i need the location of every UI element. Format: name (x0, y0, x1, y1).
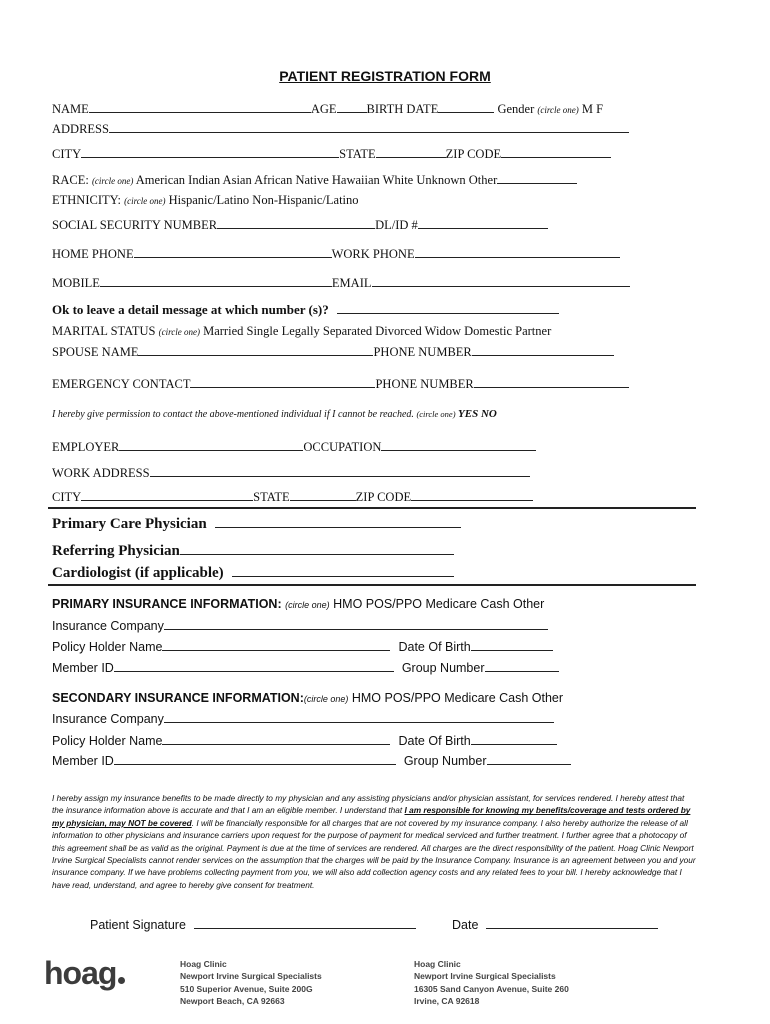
form-title: PATIENT REGISTRATION FORM (279, 68, 491, 84)
office-line: Newport Beach, CA 92663 (180, 995, 285, 1006)
spouse-row (52, 345, 614, 360)
primary-holder-row (52, 640, 553, 654)
cardiologist-field[interactable] (232, 564, 454, 577)
birth-date-label: BIRTH DATE (366, 102, 439, 116)
gender-label: Gender (497, 102, 535, 116)
primary-holder-label: Policy Holder Name (52, 640, 163, 654)
date-field[interactable] (486, 918, 658, 929)
secondary-insurance-row (52, 691, 563, 705)
spouse-name-field[interactable] (138, 345, 373, 356)
employer-field[interactable] (119, 440, 303, 451)
primary-insurance-options[interactable]: HMO POS/PPO Medicare Cash Other (333, 597, 545, 611)
primary-insurance-heading: PRIMARY INSURANCE INFORMATION: (52, 597, 282, 611)
marital-options[interactable]: Married Single Legally Separated Divorced Widow Domestic Partner (203, 324, 552, 338)
referring-physician-row (52, 542, 454, 560)
race-other-field[interactable] (497, 173, 577, 184)
secondary-company-field[interactable] (164, 712, 554, 723)
ssn-field[interactable] (217, 218, 375, 229)
permission-row (52, 408, 497, 420)
secondary-member-label: Member ID (52, 754, 114, 768)
spouse-name-label: SPOUSE NAME (52, 345, 139, 359)
secondary-group-label: Group Number (403, 754, 487, 768)
work-zip-label: ZIP CODE (355, 490, 412, 504)
circle-one-hint: (circle one) (303, 694, 349, 704)
marital-row (52, 324, 551, 339)
primary-company-label: Insurance Company (52, 619, 164, 633)
secondary-dob-label: Date Of Birth (398, 734, 471, 748)
date-row (452, 918, 658, 932)
section-divider (48, 507, 696, 509)
secondary-dob-field[interactable] (471, 734, 557, 745)
permission-text: I hereby give permission to contact the above-mentioned individual if I cannot be reached. (52, 409, 414, 420)
circle-one-hint: (circle one) (158, 327, 200, 337)
section-divider (48, 584, 696, 586)
circle-one-hint: (circle one) (91, 176, 134, 186)
referring-physician-label: Referring Physician (52, 543, 180, 559)
work-phone-field[interactable] (415, 247, 620, 258)
state-field[interactable] (376, 147, 446, 158)
secondary-insurance-options[interactable]: HMO POS/PPO Medicare Cash Other (351, 691, 564, 705)
office-line: Newport Irvine Surgical Specialists (414, 971, 556, 982)
spouse-phone-label: PHONE NUMBER (373, 345, 472, 359)
email-label: EMAIL (331, 276, 372, 290)
primary-physician-row (52, 515, 461, 533)
primary-insurance-row (52, 597, 544, 611)
secondary-member-field[interactable] (114, 754, 396, 765)
emergency-phone-field[interactable] (474, 377, 629, 388)
patient-signature-label: Patient Signature (90, 918, 186, 932)
name-field[interactable] (89, 102, 311, 113)
primary-member-field[interactable] (114, 661, 394, 672)
dl-id-label: DL/ID # (375, 218, 418, 232)
secondary-holder-row (52, 734, 557, 748)
office-line: Hoag Clinic (180, 959, 227, 969)
detail-message-field[interactable] (337, 303, 559, 314)
ssn-label: SOCIAL SECURITY NUMBER (52, 218, 218, 232)
cardiologist-row (52, 564, 454, 582)
address-label: ADDRESS (52, 122, 109, 136)
secondary-member-row (52, 754, 571, 768)
primary-dob-label: Date Of Birth (398, 640, 471, 654)
work-city-label: CITY (52, 490, 82, 504)
consent-disclaimer (52, 792, 698, 891)
spouse-phone-field[interactable] (472, 345, 614, 356)
primary-group-label: Group Number (401, 661, 485, 675)
age-field[interactable] (337, 102, 367, 113)
ethnicity-label: ETHNICITY: (52, 193, 121, 207)
office-line: 510 Superior Avenue, Suite 200G (180, 983, 313, 994)
email-field[interactable] (372, 276, 630, 287)
referring-physician-field[interactable] (180, 542, 454, 555)
address-field[interactable] (109, 122, 629, 133)
secondary-company-label: Insurance Company (52, 712, 164, 726)
ssn-row (52, 218, 548, 233)
secondary-group-field[interactable] (487, 754, 571, 765)
permission-yes-no[interactable]: YES NO (458, 408, 497, 420)
occupation-label: OCCUPATION (303, 440, 382, 454)
patient-signature-field[interactable] (194, 918, 416, 929)
logo-text: hoag (44, 955, 117, 991)
office-address-newport (180, 958, 322, 1007)
mobile-field[interactable] (100, 276, 332, 287)
work-address-row (52, 466, 530, 481)
phone-row (52, 247, 620, 262)
emergency-row (52, 377, 629, 392)
logo-dot-icon (118, 977, 125, 984)
primary-holder-field[interactable] (162, 640, 390, 651)
primary-dob-field[interactable] (471, 640, 553, 651)
office-line: Irvine, CA 92618 (414, 995, 480, 1006)
work-address-field[interactable] (150, 466, 530, 477)
race-options[interactable]: American Indian Asian African Native Hawaiian White Unknown Other (135, 173, 498, 187)
work-city-row (52, 490, 533, 505)
secondary-insurance-heading: SECONDARY INSURANCE INFORMATION: (52, 691, 304, 705)
secondary-holder-field[interactable] (162, 734, 390, 745)
race-label: RACE: (52, 173, 89, 187)
work-state-label: STATE (253, 490, 290, 504)
zip-label: ZIP CODE (445, 147, 502, 161)
primary-group-field[interactable] (485, 661, 559, 672)
circle-one-hint: (circle one) (416, 409, 456, 419)
state-label: STATE (339, 147, 376, 161)
work-phone-label: WORK PHONE (331, 247, 415, 261)
cardiologist-label: Cardiologist (if applicable) (52, 565, 224, 581)
emergency-contact-field[interactable] (190, 377, 375, 388)
primary-member-label: Member ID (52, 661, 114, 675)
primary-company-field[interactable] (164, 619, 548, 630)
work-state-field[interactable] (290, 490, 356, 501)
ethnicity-options[interactable]: Hispanic/Latino Non-Hispanic/Latino (168, 193, 359, 207)
office-address-irvine (414, 958, 569, 1007)
disclaimer-bold-text: I am responsible for knowing my benefits/coverage and tests ordered by my physician, may NOT be covered (52, 805, 691, 828)
city-label: CITY (52, 147, 82, 161)
primary-physician-label: Primary Care Physician (52, 516, 207, 532)
office-line: Hoag Clinic (414, 959, 461, 969)
office-line: 16305 Sand Canyon Avenue, Suite 260 (414, 983, 569, 994)
dl-id-field[interactable] (418, 218, 548, 229)
name-row (52, 102, 603, 117)
address-row (52, 122, 629, 137)
emergency-phone-label: PHONE NUMBER (375, 377, 474, 391)
city-row (52, 147, 611, 162)
circle-one-hint: (circle one) (537, 105, 579, 115)
marital-status-label: MARITAL STATUS (52, 324, 156, 338)
secondary-holder-label: Policy Holder Name (52, 734, 163, 748)
primary-member-row (52, 661, 559, 675)
employer-label: EMPLOYER (52, 440, 120, 454)
secondary-company-row (52, 712, 554, 726)
office-line: Newport Irvine Surgical Specialists (180, 971, 322, 982)
detail-message-label: Ok to leave a detail message at which number (s)? (52, 302, 329, 317)
hoag-logo (44, 955, 125, 992)
mobile-row (52, 276, 630, 291)
emergency-contact-label: EMERGENCY CONTACT (52, 377, 191, 391)
work-zip-field[interactable] (411, 490, 533, 501)
home-phone-field[interactable] (134, 247, 332, 258)
circle-one-hint: (circle one) (124, 196, 166, 206)
city-field[interactable] (81, 147, 339, 158)
date-label: Date (452, 918, 479, 932)
patient-signature-row (90, 918, 416, 932)
zip-field[interactable] (501, 147, 611, 158)
disclaimer-text-2: . I will be financially responsible for all charges that are not covered by my insurance company. I also hereby authorize the release of all information to other physicians and insurance carriers upon request for the purpose of payment for medical serviced and further treatment. I further agree that a photocopy of this agreement shall be as valid as the original. Payment is due at the time of services are rendered. All charges are the direct responsibility of the patient. Hoag Clinic Newport Irvine Surgical Specialists cannot render services on the assumption that the charges will be paid by the Insurance Company. Insurance is an agreement between you and your insurance company. If we have problems collecting payment from you, we will also add collection agency costs and any related fees to your bill. I hereby acknowledge that I have read, understand, and agree to hereby give consent for treatment. (52, 817, 696, 890)
race-row (52, 173, 577, 188)
disclaimer-text-1: I hereby assign my insurance benefits to be made directly to my physician and any assisting physicians and/or physician assistant, for services rendered. I hereby attest that the insurance information above is accurate and that I am an eligible member. I understand that (52, 793, 685, 816)
detail-message-row (52, 302, 559, 318)
age-label: AGE (310, 102, 337, 116)
gender-options[interactable]: M F (581, 102, 604, 116)
mobile-label: MOBILE (52, 276, 100, 290)
ethnicity-row (52, 193, 359, 208)
work-city-field[interactable] (81, 490, 253, 501)
primary-company-row (52, 619, 548, 633)
primary-physician-field[interactable] (215, 515, 461, 528)
birth-date-field[interactable] (438, 102, 494, 113)
employer-row (52, 440, 536, 455)
circle-one-hint: (circle one) (285, 600, 330, 610)
occupation-field[interactable] (381, 440, 536, 451)
home-phone-label: HOME PHONE (52, 247, 134, 261)
work-address-label: WORK ADDRESS (52, 466, 150, 480)
name-label: NAME (52, 102, 89, 116)
